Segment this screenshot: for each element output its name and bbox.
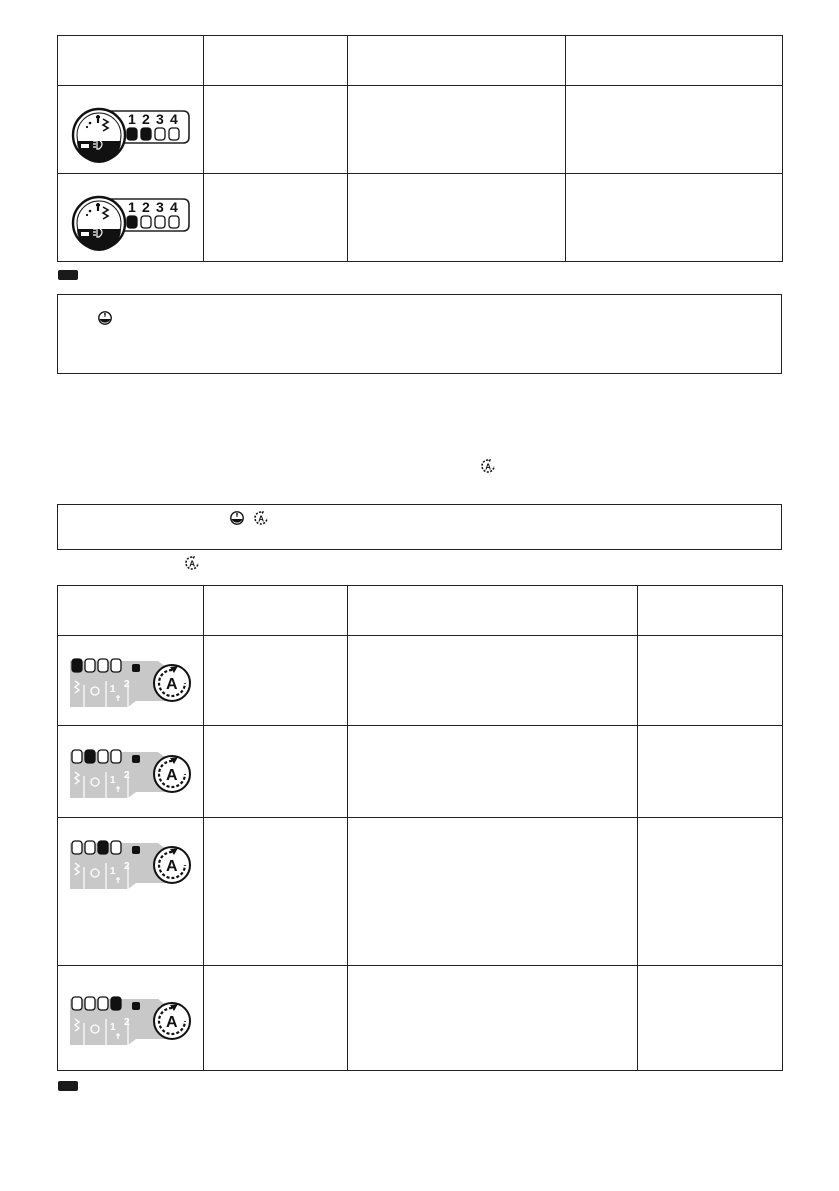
assist-mode-button-icon — [253, 510, 269, 526]
table2-header-col2 — [203, 585, 347, 635]
svg-text:A: A — [166, 675, 178, 693]
svg-text:4: 4 — [170, 198, 178, 215]
svg-text:2: 2 — [124, 861, 130, 872]
note-box — [57, 504, 782, 550]
svg-text:2: 2 — [142, 198, 150, 215]
svg-text:1: 1 — [110, 866, 116, 877]
figure-tag — [58, 1081, 78, 1091]
svg-text:3: 3 — [156, 110, 164, 127]
svg-text:1: 1 — [110, 1021, 116, 1033]
svg-text:2: 2 — [124, 678, 130, 690]
application-mode-panel-lamp4-icon — [66, 989, 194, 1049]
svg-text:1: 1 — [128, 110, 136, 127]
svg-text:1: 1 — [110, 683, 116, 695]
table-row — [57, 818, 203, 908]
table-row — [57, 86, 203, 173]
table1-header-col1 — [57, 35, 203, 85]
table2-header-col1 — [57, 585, 203, 635]
table-row — [57, 174, 203, 261]
application-mode-panel-lamp3-icon — [66, 833, 194, 893]
svg-text:A: A — [166, 858, 178, 875]
assist-mode-button-icon — [184, 555, 200, 571]
impact-force-panel-two-lamps-icon — [65, 97, 195, 163]
svg-text:A: A — [166, 1013, 178, 1031]
table-row — [57, 726, 203, 817]
table2-header-col4 — [637, 585, 783, 635]
svg-text:A: A — [258, 514, 264, 524]
application-mode-panel-lamp2-icon — [66, 742, 194, 802]
svg-text:1: 1 — [110, 774, 116, 786]
table2-header-col3 — [347, 585, 637, 635]
svg-text:A: A — [189, 559, 195, 569]
impact-force-panel-one-lamp-icon — [65, 185, 195, 251]
table-row — [57, 636, 203, 725]
svg-text:2: 2 — [124, 1016, 130, 1028]
svg-text:2: 2 — [142, 110, 150, 127]
svg-text:4: 4 — [170, 110, 178, 127]
impact-force-button-icon — [230, 511, 244, 525]
assist-mode-button-icon — [480, 458, 496, 474]
figure-tag — [58, 270, 78, 280]
table1-header-col4 — [565, 35, 783, 85]
table-row — [57, 966, 203, 1071]
svg-text:3: 3 — [156, 198, 164, 215]
impact-force-button-icon — [98, 311, 112, 325]
svg-text:2: 2 — [124, 769, 130, 781]
svg-text:A: A — [166, 766, 178, 784]
note-box — [57, 294, 782, 374]
table1-header-col2 — [203, 35, 347, 85]
application-mode-panel-lamp1-icon — [66, 651, 194, 711]
table1-header-col3 — [347, 35, 565, 85]
svg-text:A: A — [485, 462, 491, 472]
svg-text:1: 1 — [128, 198, 136, 215]
